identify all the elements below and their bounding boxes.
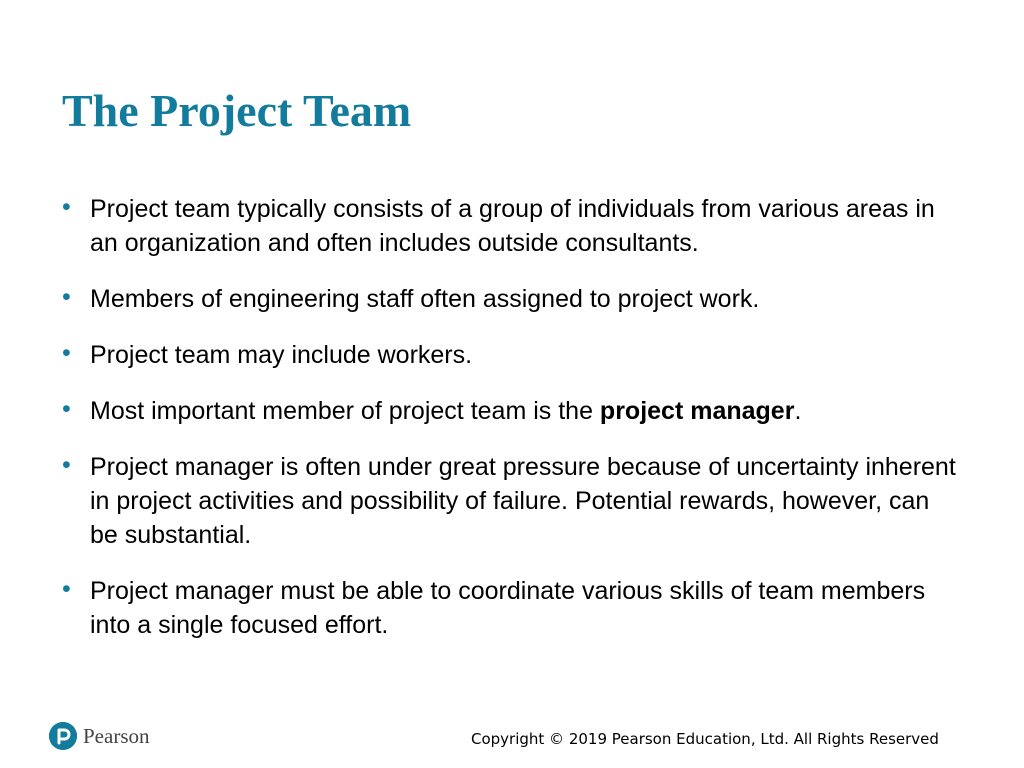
- bullet-marker: •: [62, 575, 71, 603]
- bullet-marker: •: [62, 283, 71, 311]
- emphasized-term: project manager: [599, 397, 795, 425]
- pearson-logo-icon: [49, 722, 77, 750]
- copyright-notice: Copyright © 2019 Pearson Education, Ltd. All Rights Reserved: [471, 730, 939, 748]
- bullet-text-after: .: [794, 397, 802, 425]
- bullet-text: Project manager must be able to coordinate various skills of team members into a single focused effort.: [90, 577, 926, 639]
- bullet-item: [62, 450, 962, 552]
- bullet-list: [62, 192, 962, 664]
- bullet-text: Project team may include workers.: [90, 341, 473, 369]
- bullet-marker: •: [62, 395, 71, 423]
- bullet-marker: •: [62, 193, 71, 221]
- bullet-item: [62, 192, 962, 260]
- bullet-item: [62, 282, 962, 316]
- bullet-text: Project team typically consists of a group of individuals from various areas in an organization and often includes outside consultants.: [90, 195, 935, 257]
- bullet-text: Members of engineering staff often assigned to project work.: [90, 285, 760, 313]
- bullet-marker: •: [62, 339, 71, 367]
- slide-title: The Project Team: [62, 85, 412, 136]
- bullet-item: [62, 338, 962, 372]
- bullet-text-before: Most important member of project team is the: [90, 397, 600, 425]
- pearson-logo: [49, 720, 150, 752]
- pearson-logo-text: Pearson: [83, 723, 150, 748]
- bullet-marker: •: [62, 451, 71, 479]
- bullet-text: Project manager is often under great pressure because of uncertainty inherent in project activities and possibility of failure. Potential rewards, however, can be substantial.: [90, 453, 956, 549]
- bullet-item: [62, 394, 962, 428]
- bullet-item: [62, 574, 962, 642]
- bullet-text: [90, 397, 801, 425]
